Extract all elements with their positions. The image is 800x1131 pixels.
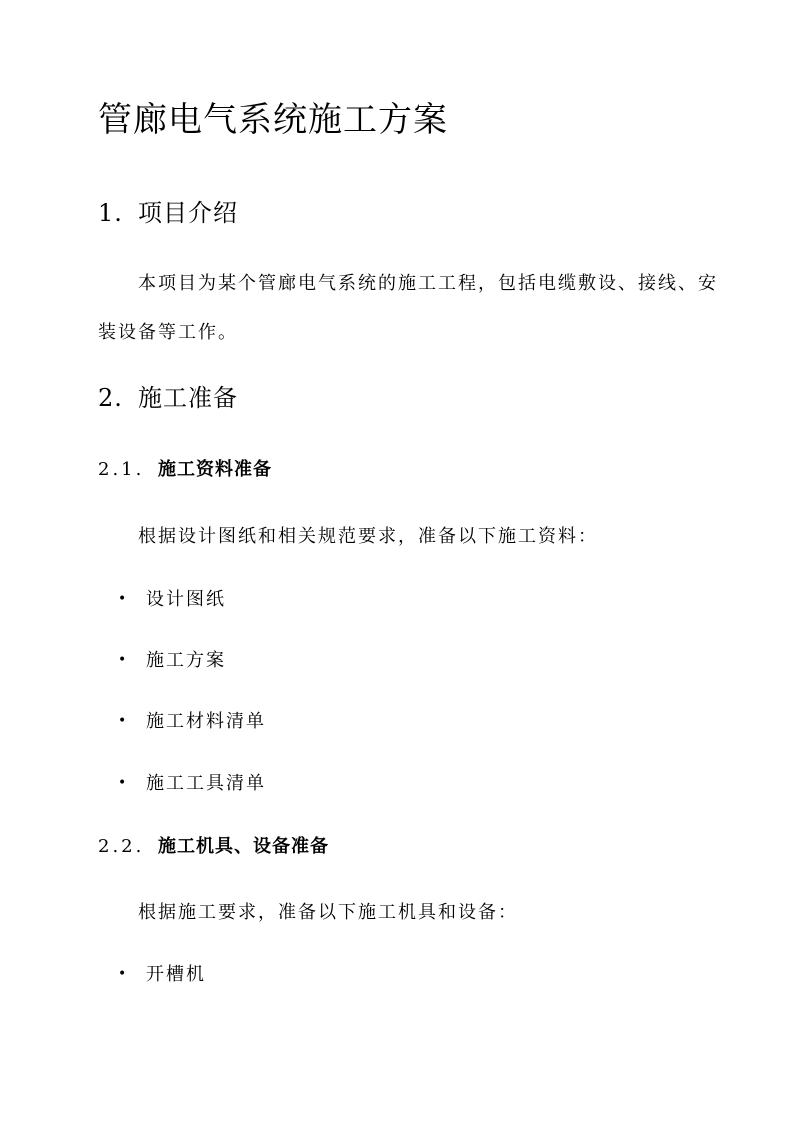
section-1-heading <box>98 196 238 230</box>
list-item-text: 施工工具清单 <box>146 773 266 794</box>
list-item <box>118 961 206 988</box>
section-title: 项目介绍 <box>138 199 238 227</box>
bullet-glyph: • <box>118 652 129 668</box>
bullet-glyph: • <box>118 966 129 982</box>
subsection-2-2-heading <box>98 834 329 860</box>
list-item <box>118 708 266 735</box>
subsection-2-1-heading <box>98 457 272 483</box>
section-1-paragraph: 本项目为某个管廊电气系统的施工工程，包括电缆敷设、接线、安装设备等工作。 <box>98 273 718 343</box>
list-item <box>118 586 226 613</box>
subsection-title: 施工机具、设备准备 <box>158 836 329 857</box>
section-number: 1. <box>98 199 123 227</box>
list-item-text: 施工材料清单 <box>146 711 266 732</box>
subsection-2-2-paragraph: 根据施工要求，准备以下施工机具和设备： <box>138 902 518 923</box>
list-item-text: 开槽机 <box>146 964 206 985</box>
section-number: 2. <box>98 384 123 412</box>
subsection-number: 2.2. <box>98 836 145 857</box>
section-title: 施工准备 <box>138 384 238 412</box>
list-item-text: 设计图纸 <box>146 589 226 610</box>
section-2-heading <box>98 381 238 415</box>
bullet-glyph: • <box>118 775 129 791</box>
bullet-glyph: • <box>118 591 129 607</box>
document-title: 管廊电气系统施工方案 <box>98 100 448 140</box>
subsection-number: 2.1. <box>98 459 145 480</box>
subsection-title: 施工资料准备 <box>158 459 272 480</box>
list-item <box>118 770 266 797</box>
list-item <box>118 647 226 674</box>
subsection-2-1-paragraph: 根据设计图纸和相关规范要求，准备以下施工资料： <box>138 526 598 547</box>
bullet-glyph: • <box>118 713 129 729</box>
list-item-text: 施工方案 <box>146 650 226 671</box>
